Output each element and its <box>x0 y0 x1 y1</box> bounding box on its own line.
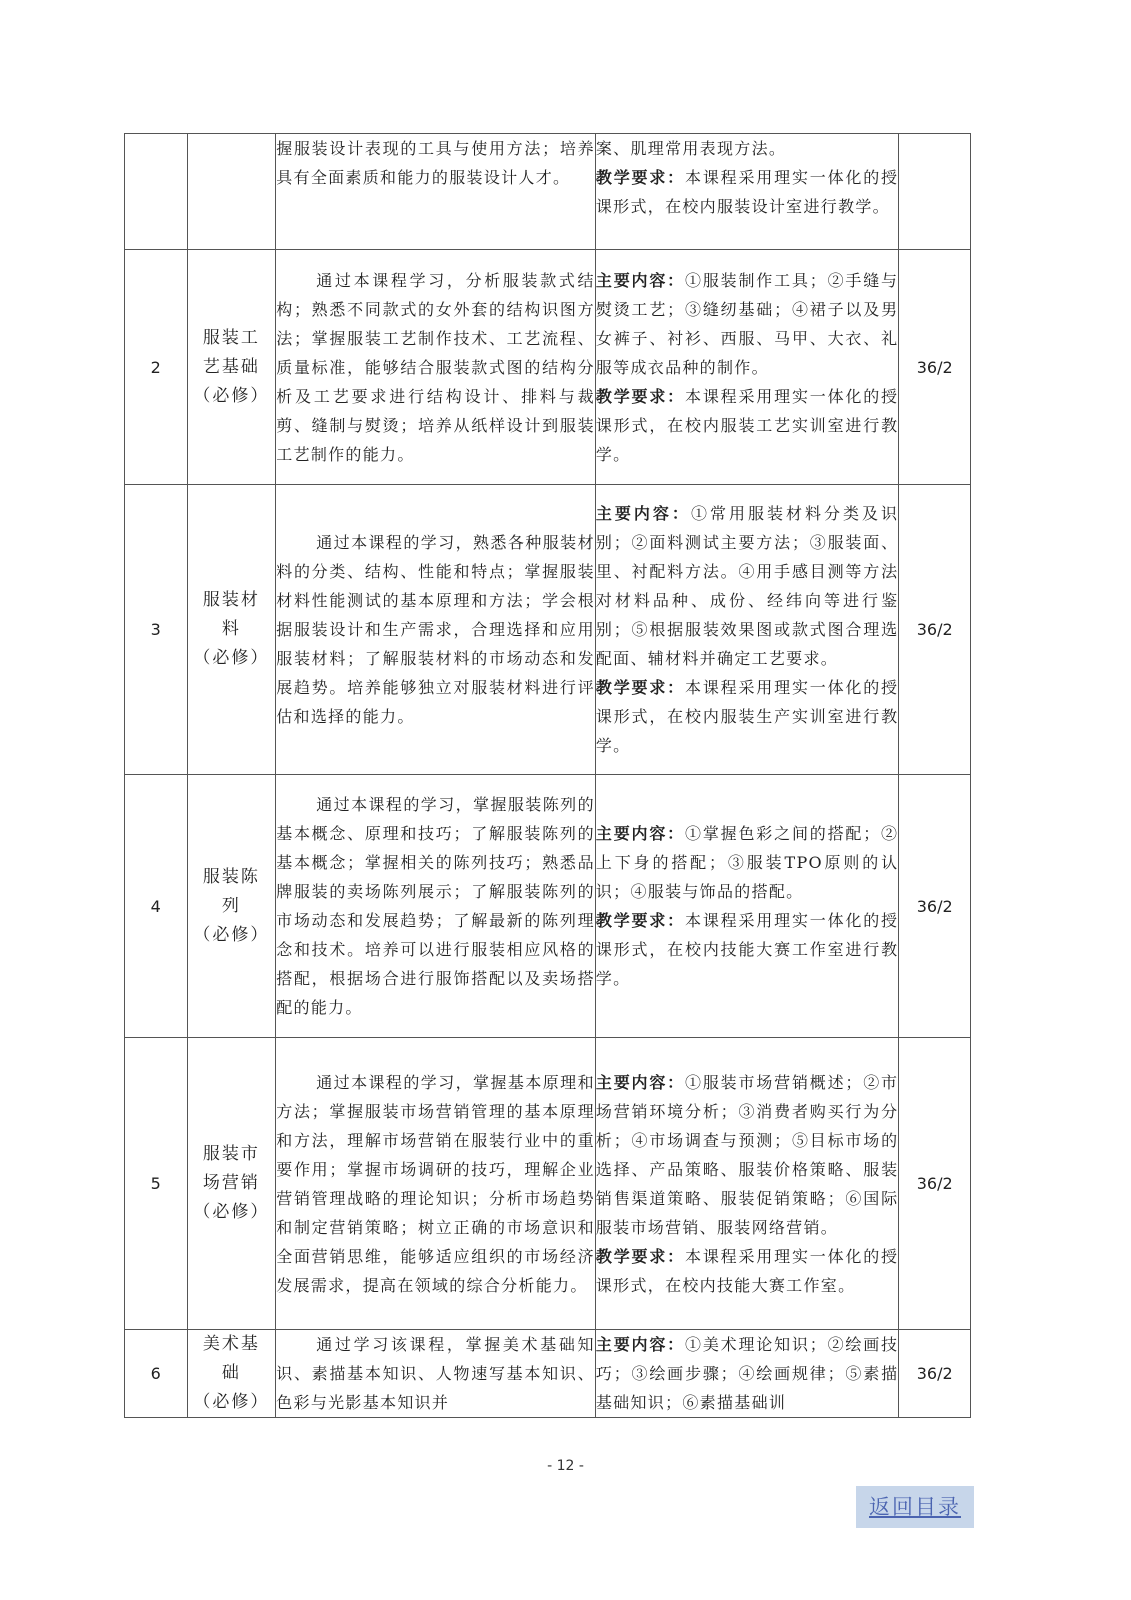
course-table <box>124 133 971 1418</box>
main-content: 主要内容：①美术理论知识；②绘画技巧；③绘画步骤；④绘画规律；⑤素描基础知识；⑥素描基础训 <box>595 1335 899 1412</box>
table-row <box>125 250 971 485</box>
course-hours: 36/2 <box>899 1038 971 1330</box>
content-text: 案、肌理常用表现方法。 <box>595 139 787 158</box>
course-objective: 握服装设计表现的工具与使用方法；培养具有全面素质和能力的服装设计人才。 <box>276 134 596 250</box>
course-number: 3 <box>125 485 188 775</box>
main-content: 主要内容：①服装市场营销概述；②市场营销环境分析；③消费者购买行为分析；④市场调查与预测；⑤目标市场的选择、产品策略、服装价格策略、服装销售渠道策略、服装促销策略；⑥国际服装市场营销、服装网络营销。 <box>595 1072 899 1237</box>
course-name: 服装材 料 （必修） <box>187 485 276 775</box>
teaching-requirement: 教学要求：本课程采用理实一体化的授课形式，在校内服装生产实训室进行教学。 <box>595 678 899 755</box>
course-objective: 通过本课程的学习，熟悉各种服装材料的分类、结构、性能和特点；掌握服装材料性能测试的基本原理和方法；学会根据服装设计和生产需求，合理选择和应用服装材料；了解服装材料的市场动态和发展趋势。培养能够独立对服装材料进行评估和选择的能力。 <box>276 485 596 775</box>
page-number: - 12 - <box>547 1458 584 1474</box>
course-content <box>595 775 899 1038</box>
course-hours <box>899 134 971 250</box>
course-objective: 通过本课程学习，分析服装款式结构；熟悉不同款式的女外套的结构识图方法；掌握服装工艺制作技术、工艺流程、质量标准，能够结合服装款式图的结构分析及工艺要求进行结构设计、排料与裁剪、缝制与熨烫；培养从纸样设计到服装工艺制作的能力。 <box>276 250 596 485</box>
course-content <box>595 250 899 485</box>
course-number: 5 <box>125 1038 188 1330</box>
course-name: 美术基 础 （必修） <box>187 1330 276 1418</box>
teaching-requirement: 教学要求：本课程采用理实一体化的授课形式，在校内服装设计室进行教学。 <box>595 168 899 216</box>
table-row <box>125 775 971 1038</box>
main-content: 主要内容：①服装制作工具；②手缝与熨烫工艺；③缝纫基础；④裙子以及男女裤子、衬衫、西服、马甲、大衣、礼服等成衣品种的制作。 <box>595 270 899 377</box>
course-number: 4 <box>125 775 188 1038</box>
course-content <box>595 1038 899 1330</box>
table-row <box>125 1038 971 1330</box>
course-content <box>595 1330 899 1418</box>
course-hours: 36/2 <box>899 485 971 775</box>
table-row <box>125 134 971 250</box>
main-content: 主要内容：①掌握色彩之间的搭配；②上下身的搭配；③服装TPO原则的认识；④服装与饰品的搭配。 <box>595 824 899 901</box>
course-name: 服装工 艺基础 （必修） <box>187 250 276 485</box>
course-content <box>595 134 899 250</box>
course-hours: 36/2 <box>899 775 971 1038</box>
main-content: 主要内容：①常用服装材料分类及识别；②面料测试主要方法；③服装面、里、衬配料方法。④用手感目测等方法对材料品种、成份、经纬向等进行鉴别；⑤根据服装效果图或款式图合理选配面、辅材料并确定工艺要求。 <box>595 504 899 668</box>
course-hours: 36/2 <box>899 1330 971 1418</box>
course-number: 2 <box>125 250 188 485</box>
teaching-requirement: 教学要求：本课程采用理实一体化的授课形式，在校内技能大赛工作室。 <box>595 1246 899 1295</box>
table-row <box>125 1330 971 1418</box>
course-content <box>595 485 899 775</box>
course-name: 服装市 场营销 （必修） <box>187 1038 276 1330</box>
table-row <box>125 485 971 775</box>
back-to-toc-link[interactable]: 返回目录 <box>856 1486 974 1528</box>
course-name: 服装陈 列 （必修） <box>187 775 276 1038</box>
course-name <box>187 134 276 250</box>
course-objective: 通过本课程的学习，掌握基本原理和方法；掌握服装市场营销管理的基本原理和方法，理解市场营销在服装行业中的重要作用；掌握市场调研的技巧，理解企业营销管理战略的理论知识；分析市场趋势和制定营销策略；树立正确的市场意识和全面营销思维，能够适应组织的市场经济发展需求，提高在领域的综合分析能力。 <box>276 1038 596 1330</box>
course-hours: 36/2 <box>899 250 971 485</box>
course-number: 6 <box>125 1330 188 1418</box>
teaching-requirement: 教学要求：本课程采用理实一体化的授课形式，在校内技能大赛工作室进行教学。 <box>595 911 899 988</box>
course-number <box>125 134 188 250</box>
course-objective: 通过学习该课程，掌握美术基础知识、素描基本知识、人物速写基本知识、色彩与光影基本知识并 <box>276 1330 596 1418</box>
course-objective: 通过本课程的学习，掌握服装陈列的基本概念、原理和技巧；了解服装陈列的基本概念；掌握相关的陈列技巧；熟悉品牌服装的卖场陈列展示；了解服装陈列的市场动态和发展趋势；了解最新的陈列理念和技术。培养可以进行服装相应风格的搭配，根据场合进行服饰搭配以及卖场搭配的能力。 <box>276 775 596 1038</box>
teaching-requirement: 教学要求：本课程采用理实一体化的授课形式，在校内服装工艺实训室进行教学。 <box>595 386 899 464</box>
